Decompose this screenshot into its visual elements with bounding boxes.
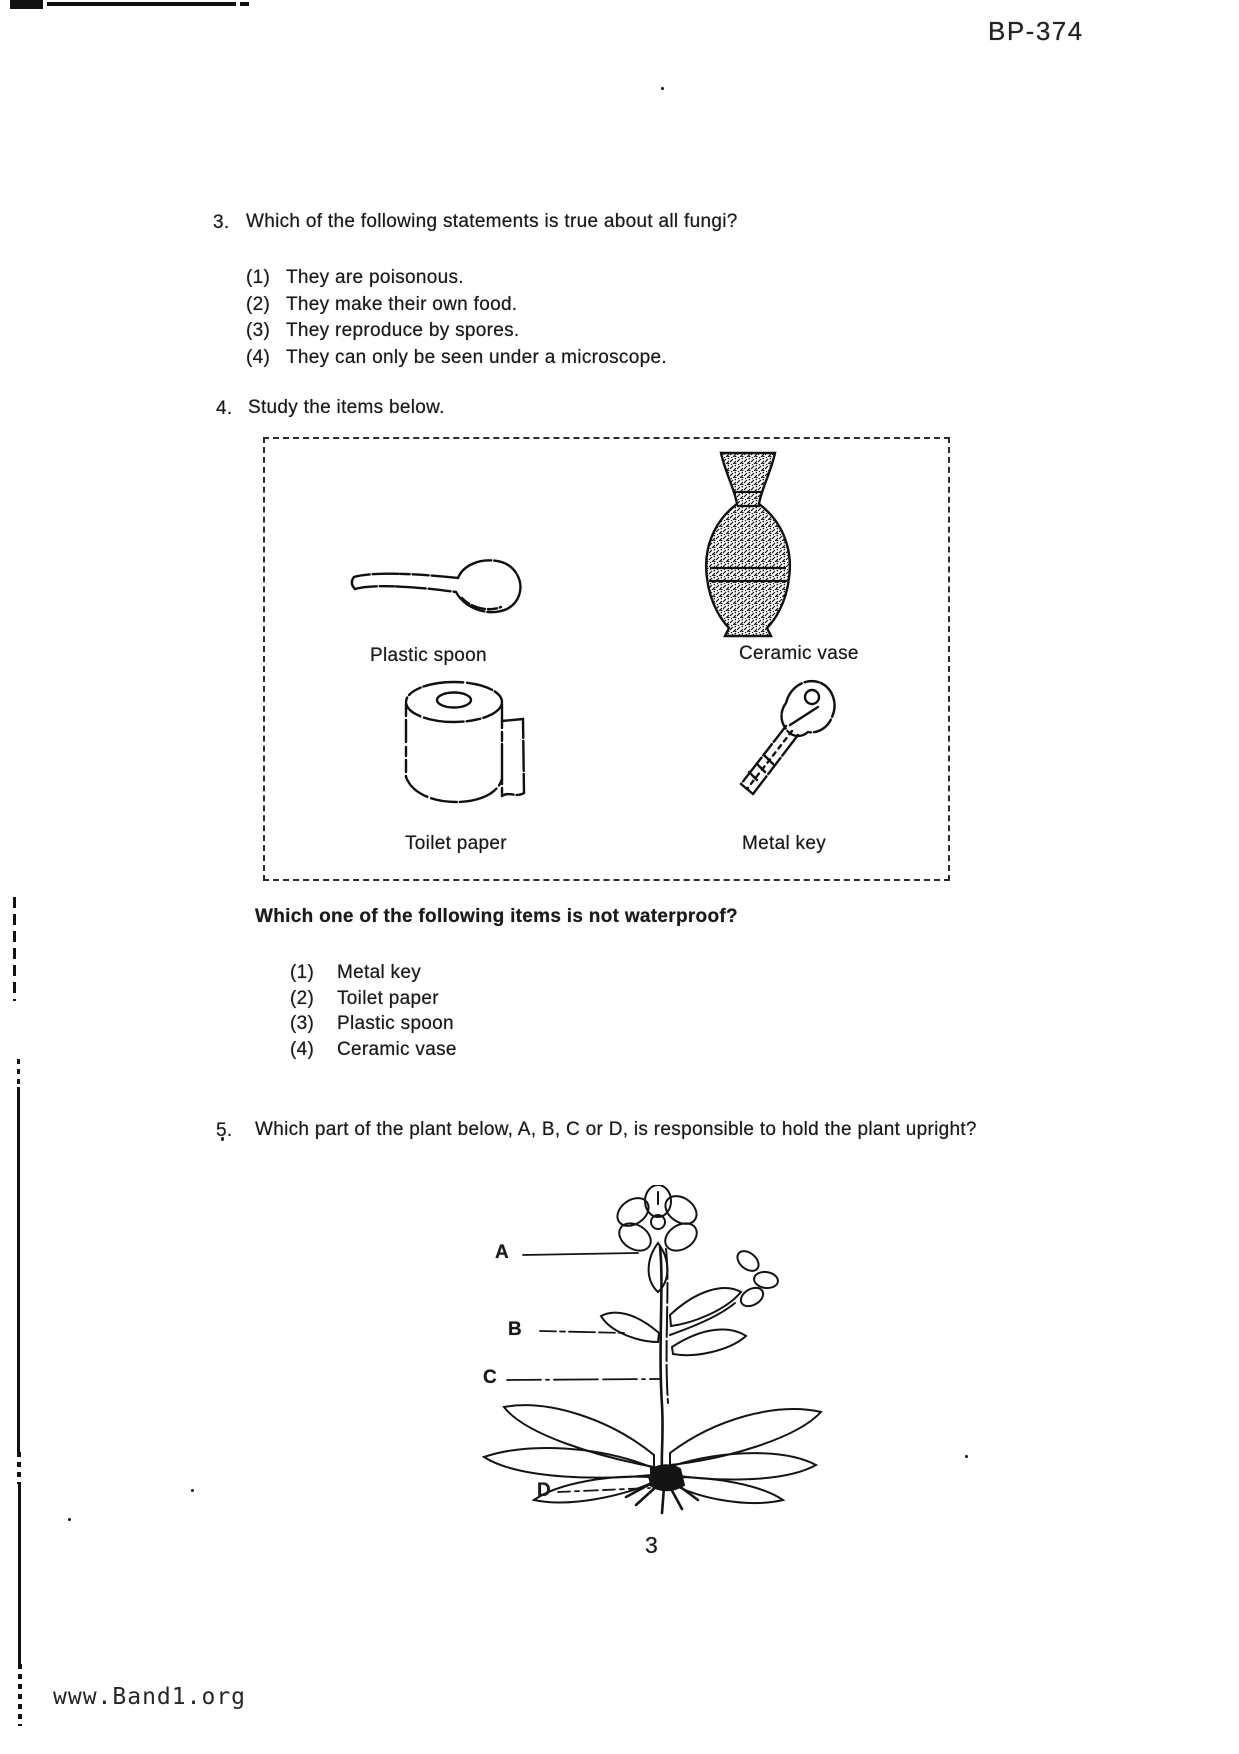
option-text: Metal key — [337, 962, 422, 983]
scan-artifact-margin-line — [13, 897, 16, 1001]
plant-label-a: A — [495, 1242, 510, 1263]
question-3-number: 3. — [213, 212, 230, 233]
toilet-paper-drawing — [402, 679, 527, 811]
option-row — [290, 960, 457, 986]
page-number: 3 — [645, 1532, 659, 1558]
item-label-toilet-paper: Toilet paper — [405, 833, 507, 854]
plant-diagram — [430, 1185, 830, 1515]
option-number: (4) — [290, 1038, 315, 1060]
question-3-options — [246, 265, 667, 371]
option-text: They are poisonous. — [286, 267, 464, 288]
scan-artifact-margin-line — [17, 1452, 21, 1484]
option-text: Toilet paper — [337, 987, 439, 1009]
option-number: (3) — [246, 320, 271, 341]
option-row — [290, 986, 457, 1012]
item-label-ceramic-vase: Ceramic vase — [739, 643, 859, 664]
scan-speck — [68, 1518, 71, 1521]
option-text: They can only be seen under a microscope. — [286, 346, 667, 368]
option-text: Plastic spoon — [337, 1013, 454, 1034]
plant-label-c: C — [483, 1367, 498, 1388]
items-figure-box — [263, 437, 950, 881]
option-number: (3) — [290, 1013, 315, 1034]
option-row — [290, 1037, 457, 1063]
question-3-text: Which of the following statements is true about all fungi? — [246, 211, 738, 232]
option-text: They reproduce by spores. — [286, 320, 520, 341]
question-4-sub-question: Which one of the following items is not waterproof? — [255, 906, 738, 927]
footer-url: www.Band1.org — [53, 1684, 247, 1710]
scan-speck — [661, 87, 664, 90]
document-code: BP-374 — [988, 16, 1084, 46]
scan-speck — [191, 1489, 194, 1492]
scan-artifact-margin-line — [17, 1087, 20, 1452]
question-5-text: Which part of the plant below, A, B, C or D, is responsible to hold the plant upright? — [255, 1119, 977, 1140]
option-row — [246, 292, 667, 319]
question-4-options — [290, 960, 457, 1062]
ceramic-vase-drawing — [695, 450, 800, 640]
item-label-metal-key: Metal key — [742, 833, 827, 854]
option-text: Ceramic vase — [337, 1038, 457, 1060]
scan-artifact-margin-line — [18, 1664, 22, 1726]
scan-artifact-margin-line — [17, 1059, 20, 1087]
option-text: They make their own food. — [286, 293, 518, 315]
question-4-text: Study the items below. — [248, 397, 445, 418]
option-number: (2) — [246, 293, 271, 315]
plastic-spoon-drawing — [350, 550, 525, 620]
question-5-number: 5. — [216, 1120, 233, 1141]
option-row — [246, 318, 667, 345]
scan-artifact-top-tick — [240, 2, 249, 6]
item-label-plastic-spoon: Plastic spoon — [370, 645, 487, 666]
option-row — [246, 265, 667, 292]
scan-artifact-top-line — [47, 2, 236, 6]
question-4-number: 4. — [216, 398, 233, 419]
scan-artifact-top-bar — [10, 0, 43, 9]
option-number: (1) — [290, 962, 315, 983]
option-number: (2) — [290, 987, 315, 1009]
plant-label-d: D — [537, 1480, 552, 1501]
plant-label-b: B — [508, 1319, 523, 1340]
scan-speck — [965, 1455, 968, 1458]
option-number: (4) — [246, 346, 271, 368]
metal-key-drawing — [728, 673, 838, 805]
scan-artifact-margin-line — [18, 1484, 21, 1664]
option-row — [246, 345, 667, 372]
option-row — [290, 1011, 457, 1037]
option-number: (1) — [246, 267, 271, 288]
